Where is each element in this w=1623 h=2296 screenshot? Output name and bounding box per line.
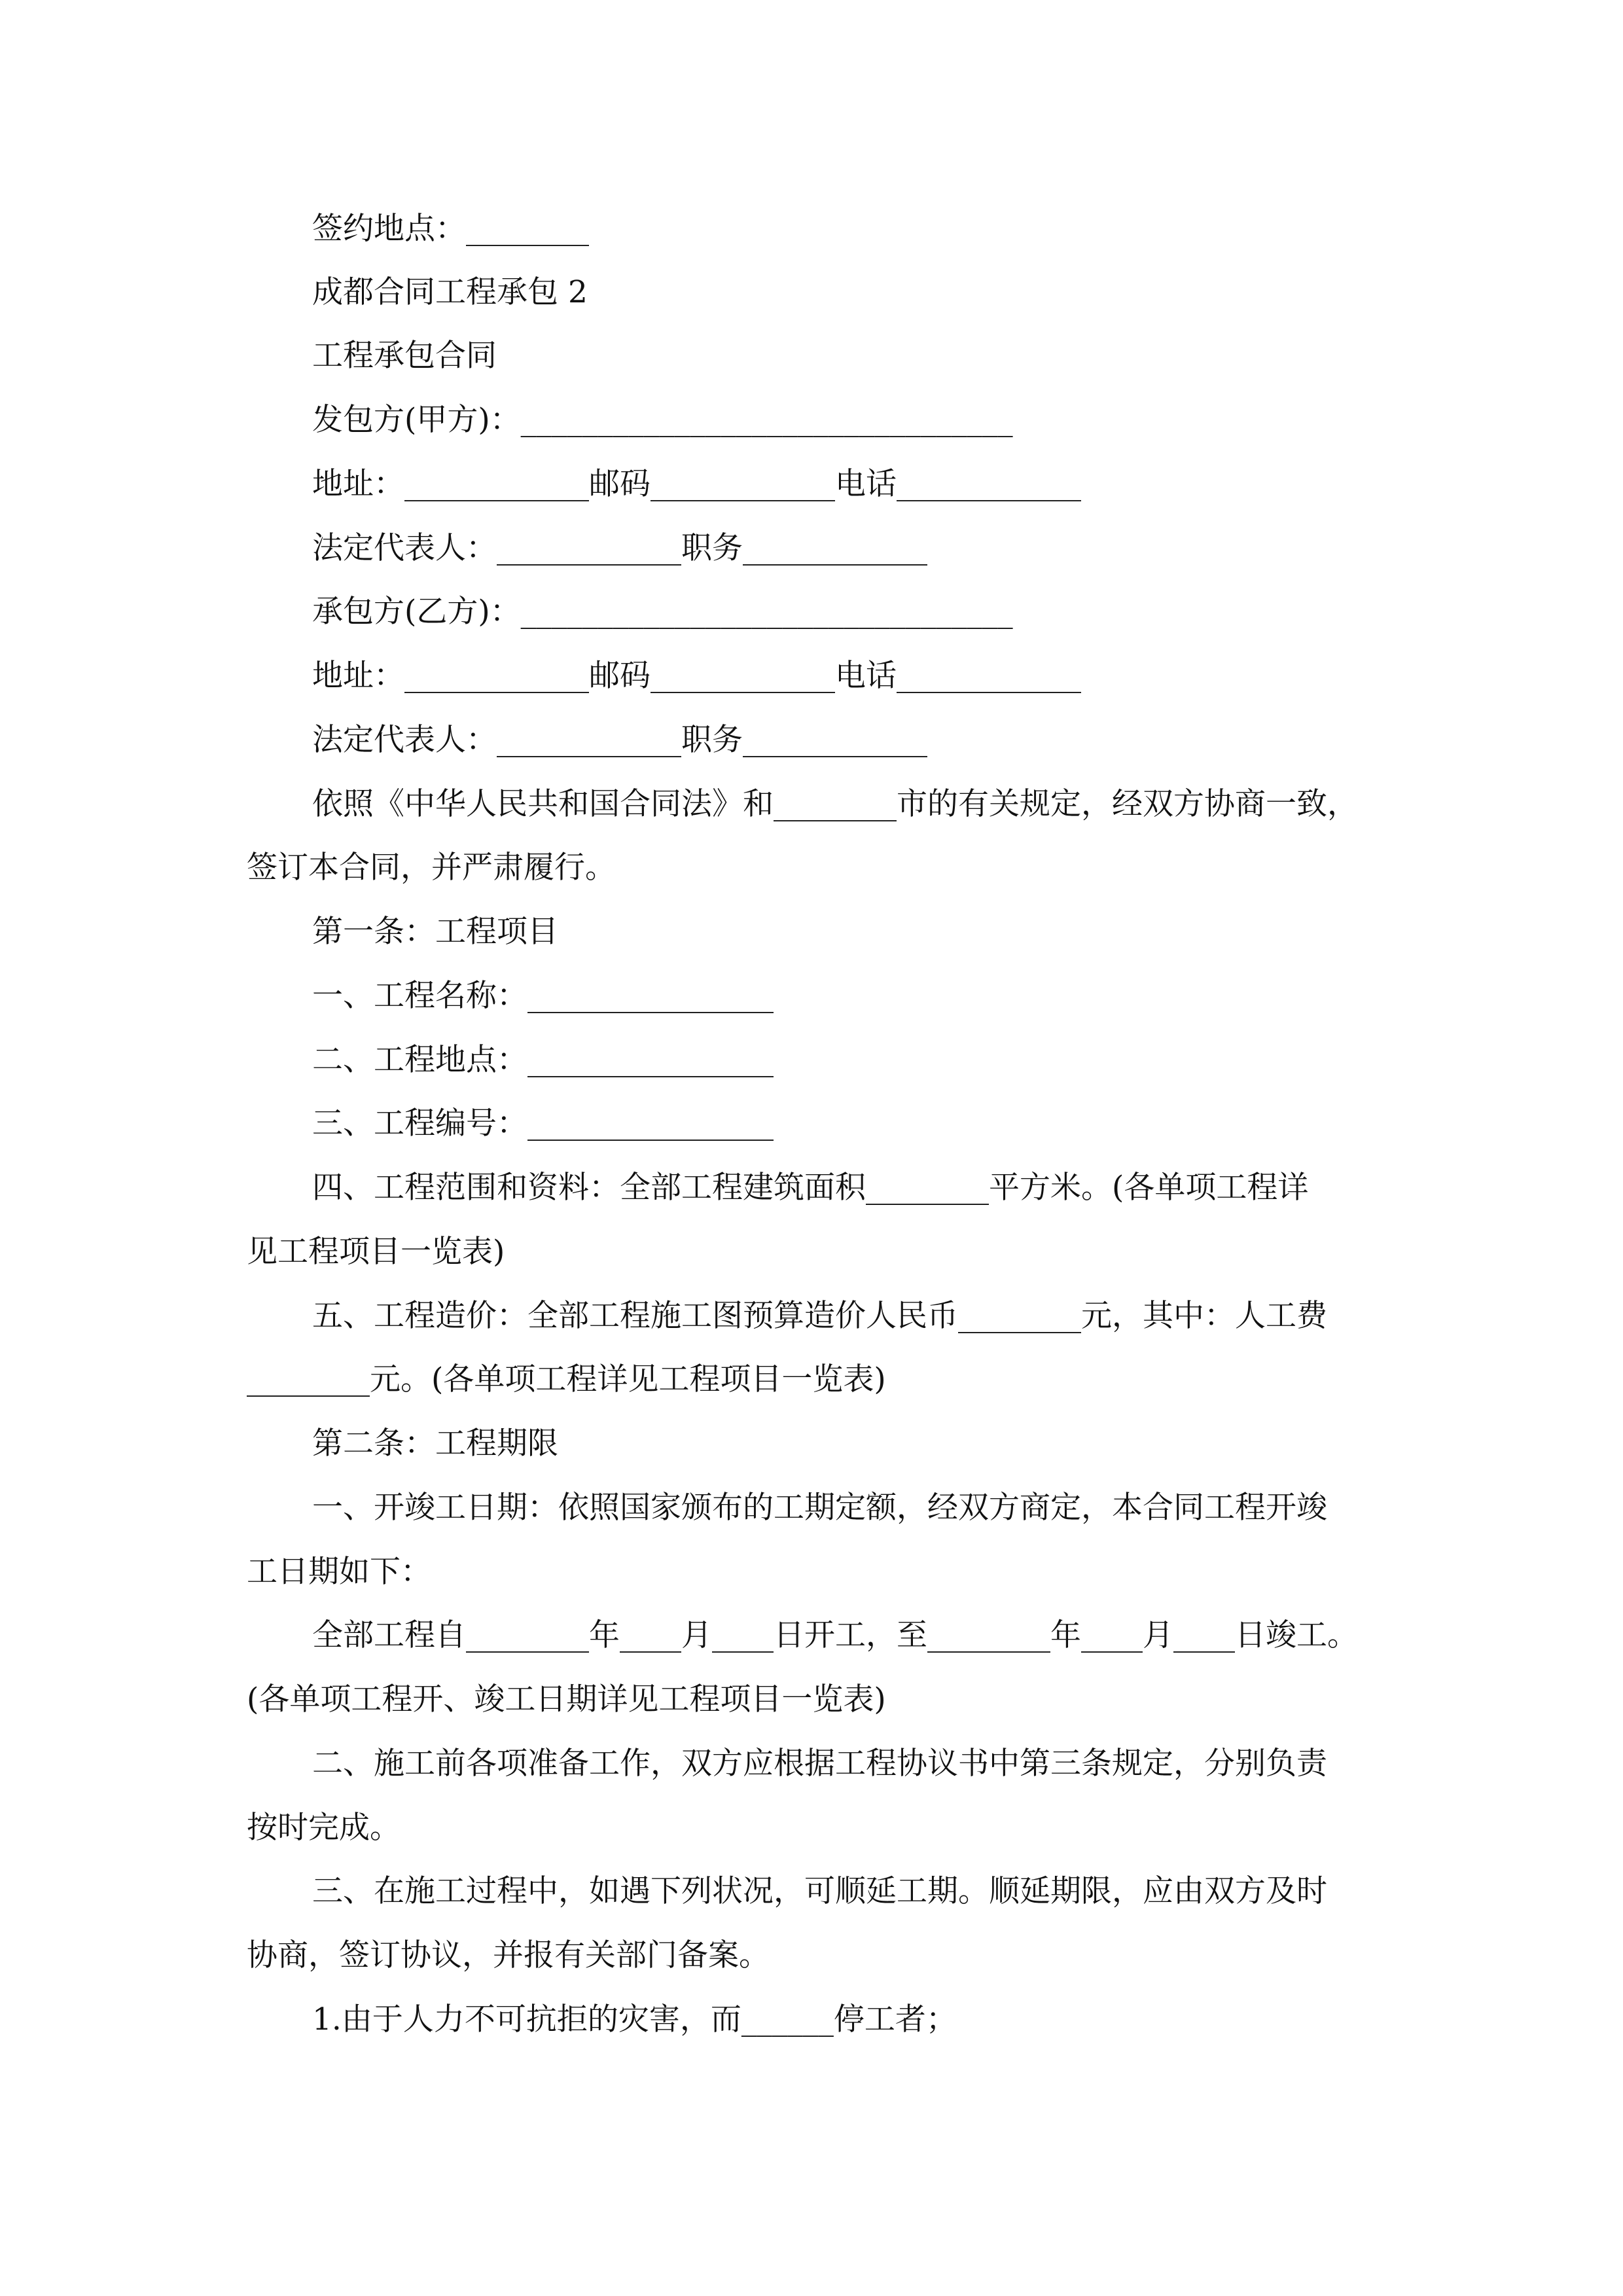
preparation-line-1: 二、施工前各项准备工作，双方应根据工程协议书中第三条规定，分别负责 xyxy=(312,1746,1327,1782)
project-scope-line-2: 见工程项目一览表) xyxy=(247,1234,505,1270)
project-number-line: 三、工程编号：________________ xyxy=(312,1105,774,1141)
party-b-address-line: 地址：____________邮码____________电话____________ xyxy=(312,658,1081,694)
signing-place-line: 签约地点：________ xyxy=(312,211,589,247)
preparation-line-2: 按时完成。 xyxy=(247,1810,401,1846)
section-title-line: 成都合同工程承包 2 xyxy=(312,274,588,310)
preamble-line-1: 依照《中华人民共和国合同法》和________市的有关规定，经双方协商一致， xyxy=(312,786,1358,822)
party-a-line: 发包方(甲方)：________________________________ xyxy=(312,402,1013,438)
project-name-line: 一、工程名称：________________ xyxy=(312,978,774,1014)
article-2-heading: 第二条：工程期限 xyxy=(312,1426,558,1462)
project-cost-line-2: ________元。(各单项工程详见工程项目一览表) xyxy=(247,1361,886,1397)
project-cost-line-1: 五、工程造价：全部工程施工图预算造价人民币________元，其中：人工费 xyxy=(312,1298,1327,1334)
party-a-address-line: 地址：____________邮码____________电话____________ xyxy=(312,466,1081,502)
party-a-representative-line: 法定代表人：____________职务____________ xyxy=(312,530,927,566)
project-scope-line-1: 四、工程范围和资料：全部工程建筑面积________平方米。(各单项工程详 xyxy=(312,1170,1309,1206)
force-majeure-line: 1.由于人力不可抗拒的灾害，而______停工者； xyxy=(312,2001,957,2037)
party-b-line: 承包方(乙方)：________________________________ xyxy=(312,594,1013,630)
project-location-line: 二、工程地点：________________ xyxy=(312,1042,774,1078)
contract-title-line: 工程承包合同 xyxy=(312,338,497,374)
schedule-line-1: 一、开竣工日期：依照国家颁布的工期定额，经双方商定，本合同工程开竣 xyxy=(312,1490,1327,1526)
schedule-note-line: (各单项工程开、竣工日期详见工程项目一览表) xyxy=(247,1681,886,1717)
extension-line-2: 协商，签订协议，并报有关部门备案。 xyxy=(247,1937,770,1973)
article-1-heading: 第一条：工程项目 xyxy=(312,914,558,950)
schedule-dates-line: 全部工程自________年____月____日开工，至________年____月____日竣工。 xyxy=(312,1617,1358,1653)
party-b-representative-line: 法定代表人：____________职务____________ xyxy=(312,722,927,758)
schedule-line-2: 工日期如下： xyxy=(247,1554,431,1590)
extension-line-1: 三、在施工过程中，如遇下列状况，可顺延工期。顺延期限，应由双方及时 xyxy=(312,1873,1327,1909)
preamble-line-2: 签订本合同，并严肃履行。 xyxy=(247,850,616,886)
